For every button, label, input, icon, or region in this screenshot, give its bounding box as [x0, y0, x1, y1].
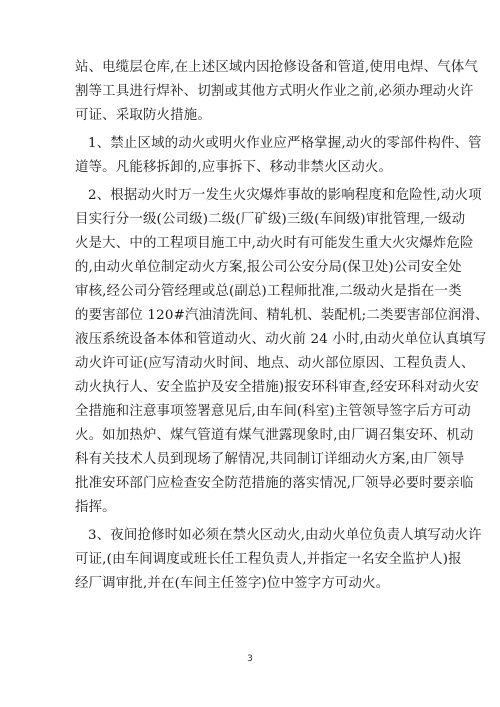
text-line: 的要害部位 120#汽油清洗间、精轧机、装配机;二类要害部位润滑、 [75, 308, 489, 323]
document-body [75, 56, 489, 596]
text-line: 经厂调审批,并在(车间主任签字)位中签字方可动火。 [75, 576, 390, 591]
text-line: 动火执行人、安全监护及安全措施)报安环科审查,经安环科对动火安 [75, 380, 480, 395]
text-line: 割等工具进行焊补、切割或其他方式明火作业之前,必须办理动火许 [75, 84, 474, 99]
text-line: 2、根据动火时万一发生火灾爆炸事故的影响程度和危险性,动火项 [88, 188, 482, 203]
text-line: 批准安环部门应检查安全防范措施的落实情况,厂领导必要时要亲临 [75, 476, 474, 491]
text-line: 的,由动火单位制定动火方案,报公司公安分局(保卫处)公司安全处 [75, 260, 462, 275]
text-line: 道等。凡能移拆卸的,应事拆下、移动非禁火区动火。 [75, 160, 393, 175]
page-number: 3 [247, 654, 253, 664]
text-line: 审核,经公司分管经理或总(副总)工程师批准,二级动火是指在一类 [75, 284, 462, 299]
text-line: 1、禁止区域的动火或明火作业应严格掌握,动火的零部件构件、管 [88, 136, 482, 151]
text-line: 动火许可证(应写清动火时间、地点、动火部位原因、工程负责人、 [75, 356, 475, 371]
text-line: 可证、采取防火措施。 [75, 108, 211, 123]
text-line: 目实行分一级(公司级)二级(厂矿级)三级(车间级)审批管理,一级动 [75, 212, 466, 227]
paragraph [75, 524, 482, 596]
text-line: 可证,(由车间调度或班长任工程负责人,并指定一名安全监护人)报 [75, 552, 462, 567]
text-line: 科有关技术人员到现场了解情况,共同制订详细动火方案,由厂领导 [75, 452, 465, 467]
text-line: 站、电缆层仓库,在上述区域内因抢修设备和管道,使用电焊、气体气 [75, 60, 479, 75]
text-line: 全措施和注意事项签署意见后,由车间(科室)主管领导签字后方可动 [75, 404, 471, 419]
text-line: 3、夜间抢修时如必须在禁火区动火,由动火单位负责人填写动火许 [88, 528, 482, 543]
text-line: 指挥。 [75, 500, 116, 515]
text-line: 液压系统设备本体和管道动火、动火前 24 小时,由动火单位认真填写 [75, 332, 487, 347]
paragraph [75, 184, 489, 520]
paragraph [75, 132, 482, 180]
paragraph [75, 56, 479, 128]
text-line: 火是大、中的工程项目施工中,动火时有可能发生重大火灾爆炸危险 [75, 236, 474, 251]
text-line: 火。如加热炉、煤气管道有煤气泄露现象时,由厂调召集安环、机动 [75, 428, 474, 443]
